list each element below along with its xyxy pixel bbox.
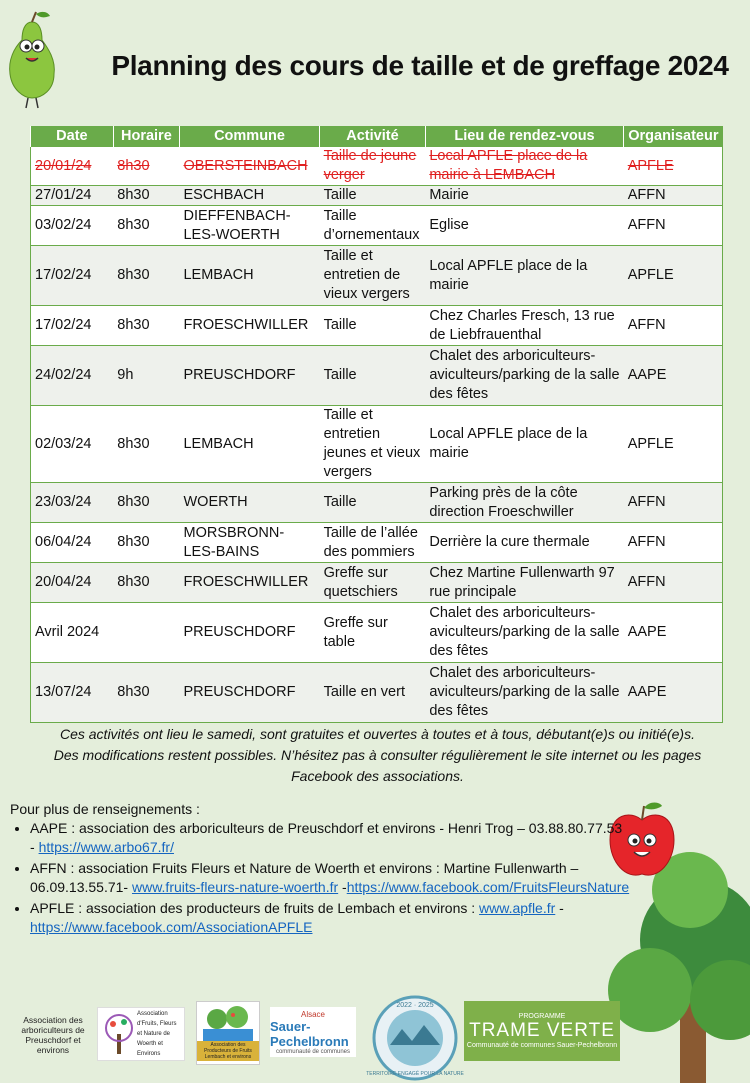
cell-commune: LEMBACH	[179, 246, 319, 306]
schedule-table	[30, 126, 723, 723]
cell-lieu: Chalet des arboriculteurs-aviculteurs/parking de la salle des fêtes	[425, 663, 623, 723]
list-item-apfle	[30, 899, 630, 937]
column-header-horaire: Horaire	[113, 126, 179, 147]
cell-organisateur: APFLE	[624, 246, 723, 306]
cell-horaire: 8h30	[113, 306, 179, 346]
territoire-text: TERRITOIRE ENGAGÉ POUR LA NATURE	[366, 1071, 464, 1077]
link-apfle-website[interactable]: www.apfle.fr	[479, 900, 556, 916]
cell-horaire: 8h30	[113, 147, 179, 186]
territoire-badge-icon	[366, 995, 464, 1081]
cell-date: 17/02/24	[31, 246, 114, 306]
cell-organisateur: AFFN	[624, 306, 723, 346]
cell-horaire: 8h30	[113, 246, 179, 306]
cell-date: 27/01/24	[31, 186, 114, 206]
cell-activite: Taille	[320, 186, 426, 206]
cell-activite: Taille	[320, 306, 426, 346]
table-row	[31, 306, 723, 346]
info-text: AAPE : association des arboriculteurs de Preuschdorf et environs - Henri Trog – 03.88.80.77.53 -	[30, 820, 623, 855]
cell-lieu: Chalet des arboriculteurs-aviculteurs/parking de la salle des fêtes	[425, 603, 623, 663]
cell-date: 20/04/24	[31, 563, 114, 603]
cell-commune: DIEFFENBACH-LES-WOERTH	[179, 206, 319, 246]
note-line: Facebook des associations.	[291, 768, 464, 784]
cell-activite: Taille et entretien de vieux vergers	[320, 246, 426, 306]
logo-sauer-pechelbronn	[270, 1007, 356, 1057]
cell-organisateur: AAPE	[624, 603, 723, 663]
cell-date: 03/02/24	[31, 206, 114, 246]
cell-commune: PREUSCHDORF	[179, 663, 319, 723]
table-row	[31, 603, 723, 663]
cell-commune: FROESCHWILLER	[179, 563, 319, 603]
cell-date: Avril 2024	[31, 603, 114, 663]
list-item-affn	[30, 859, 630, 897]
cell-lieu: Eglise	[425, 206, 623, 246]
cell-organisateur: AFFN	[624, 186, 723, 206]
cell-date: 20/01/24	[31, 147, 114, 186]
cell-date: 02/03/24	[31, 406, 114, 483]
column-header-activite: Activité	[320, 126, 426, 147]
cell-organisateur: AFFN	[624, 483, 723, 523]
cell-organisateur: AAPE	[624, 663, 723, 723]
cell-organisateur: AFFN	[624, 523, 723, 563]
cell-lieu: Chez Martine Fullenwarth 97 rue principale	[425, 563, 623, 603]
logo-apfle-text: Association des Producteurs de Fruits Lembach et environs	[197, 1041, 259, 1061]
column-header-commune: Commune	[179, 126, 319, 147]
cell-horaire	[113, 603, 179, 663]
info-intro: Pour plus de renseignements :	[10, 801, 200, 817]
cell-organisateur: AFFN	[624, 206, 723, 246]
info-text: AFFN : association Fruits Fleurs et Nature de Woerth et environs : Martine Fullenwarth – 06.09.13.55.71-	[30, 860, 579, 895]
cell-commune: OBERSTEINBACH	[179, 147, 319, 186]
cell-horaire: 8h30	[113, 663, 179, 723]
cell-activite: Taille et entretien jeunes et vieux vergers	[320, 406, 426, 483]
table-row	[31, 186, 723, 206]
column-header-lieu: Lieu de rendez-vous	[425, 126, 623, 147]
link-apfle-facebook[interactable]: https://www.facebook.com/AssociationAPFLE	[30, 919, 313, 935]
cell-organisateur: AAPE	[624, 346, 723, 406]
notes-block	[20, 724, 735, 787]
column-header-organisateur: Organisateur	[624, 126, 723, 147]
trame-verte-main: TRAME VERTE	[469, 1020, 615, 1041]
cell-commune: PREUSCHDORF	[179, 346, 319, 406]
note-line: Des modifications restent possibles. N’hésitez pas à consulter régulièrement le site internet ou les pages	[53, 747, 702, 763]
logo-sauer-top: Alsace	[300, 1009, 325, 1019]
cell-lieu: Local APFLE place de la mairie	[425, 406, 623, 483]
link-separator: -	[555, 900, 564, 916]
table-row	[31, 483, 723, 523]
note-line: Ces activités ont lieu le samedi, sont gratuites et ouvertes à toutes et à tous, débutant(e)s ou initié(e)s.	[59, 726, 695, 742]
cell-commune: LEMBACH	[179, 406, 319, 483]
cell-commune: PREUSCHDORF	[179, 603, 319, 663]
link-affn-website[interactable]: www.fruits-fleurs-nature-woerth.fr	[131, 879, 339, 895]
link-separator: -	[338, 879, 347, 895]
cell-date: 23/03/24	[31, 483, 114, 523]
cell-horaire: 8h30	[113, 523, 179, 563]
cell-lieu: Parking près de la côte direction Froeschwiller	[425, 483, 623, 523]
logo-affn-text: Association d'Fruits, Fleurs et Nature de Woerth et Environs	[137, 1011, 177, 1057]
pear-mascot-icon	[2, 8, 62, 108]
cell-activite: Taille	[320, 346, 426, 406]
logo-affn	[97, 1007, 185, 1061]
table-row	[31, 523, 723, 563]
info-section	[10, 800, 630, 939]
link-arbo67[interactable]: https://www.arbo67.fr/	[38, 839, 174, 855]
table-row	[31, 406, 723, 483]
cell-lieu: Chez Charles Fresch, 13 rue de Liebfrauenthal	[425, 306, 623, 346]
cell-lieu: Chalet des arboriculteurs-aviculteurs/parking de la salle des fêtes	[425, 346, 623, 406]
cell-commune: FROESCHWILLER	[179, 306, 319, 346]
cell-horaire: 9h	[113, 346, 179, 406]
cell-lieu: Local APFLE place de la mairie à LEMBACH	[425, 147, 623, 186]
cell-horaire: 8h30	[113, 406, 179, 483]
cell-horaire: 8h30	[113, 563, 179, 603]
table-row	[31, 563, 723, 603]
table-row	[31, 663, 723, 723]
info-text: APFLE : association des producteurs de fruits de Lembach et environs :	[30, 900, 480, 916]
logo-aape-text: Association des arboriculteurs de Preuschdorf et environs	[21, 1015, 85, 1055]
link-affn-facebook[interactable]: https://www.facebook.com/FruitsFleursNature	[346, 879, 630, 895]
page-title: Planning des cours de taille et de greffage 2024	[111, 50, 729, 81]
cell-lieu: Derrière la cure thermale	[425, 523, 623, 563]
tree-logo-icon	[101, 1012, 137, 1056]
cell-activite: Greffe sur table	[320, 603, 426, 663]
info-list	[10, 819, 630, 937]
cell-organisateur: AFFN	[624, 563, 723, 603]
cell-commune: ESCHBACH	[179, 186, 319, 206]
cell-horaire: 8h30	[113, 206, 179, 246]
list-item-aape	[30, 819, 630, 857]
cell-lieu: Local APFLE place de la mairie	[425, 246, 623, 306]
table-row	[31, 206, 723, 246]
table-header-row	[31, 126, 723, 147]
column-header-date: Date	[31, 126, 114, 147]
table-row	[31, 346, 723, 406]
cell-activite: Taille d’ornementaux	[320, 206, 426, 246]
logo-sauer-sub: communauté de communes	[275, 1048, 351, 1055]
cell-commune: MORSBRONN-LES-BAINS	[179, 523, 319, 563]
trame-verte-top: PROGRAMME	[518, 1013, 566, 1020]
table-row	[31, 246, 723, 306]
logo-trame-verte	[464, 1001, 620, 1061]
partner-logos	[0, 995, 750, 1075]
trame-verte-sub: Communauté de communes Sauer-Pechelbronn	[466, 1042, 618, 1049]
cell-lieu: Mairie	[425, 186, 623, 206]
cell-activite: Taille en vert	[320, 663, 426, 723]
logo-territoire-engage	[366, 995, 464, 1081]
cell-activite: Taille de l’allée des pommiers	[320, 523, 426, 563]
logo-sauer-text: Sauer-Pechelbronn	[270, 1018, 349, 1049]
cell-commune: WOERTH	[179, 483, 319, 523]
cell-date: 24/02/24	[31, 346, 114, 406]
logo-aape	[18, 1015, 88, 1055]
cell-horaire: 8h30	[113, 483, 179, 523]
territoire-years: 2022 · 2025	[396, 1002, 434, 1009]
cell-date: 06/04/24	[31, 523, 114, 563]
cell-organisateur: APFLE	[624, 406, 723, 483]
cell-date: 17/02/24	[31, 306, 114, 346]
cell-horaire: 8h30	[113, 186, 179, 206]
cell-activite: Greffe sur quetschiers	[320, 563, 426, 603]
cell-activite: Taille	[320, 483, 426, 523]
logo-apfle	[196, 1001, 260, 1065]
cell-date: 13/07/24	[31, 663, 114, 723]
cell-organisateur: APFLE	[624, 147, 723, 186]
table-row-cancelled	[31, 147, 723, 186]
orchard-logo-icon	[203, 1005, 253, 1041]
cell-activite: Taille de jeune verger	[320, 147, 426, 186]
